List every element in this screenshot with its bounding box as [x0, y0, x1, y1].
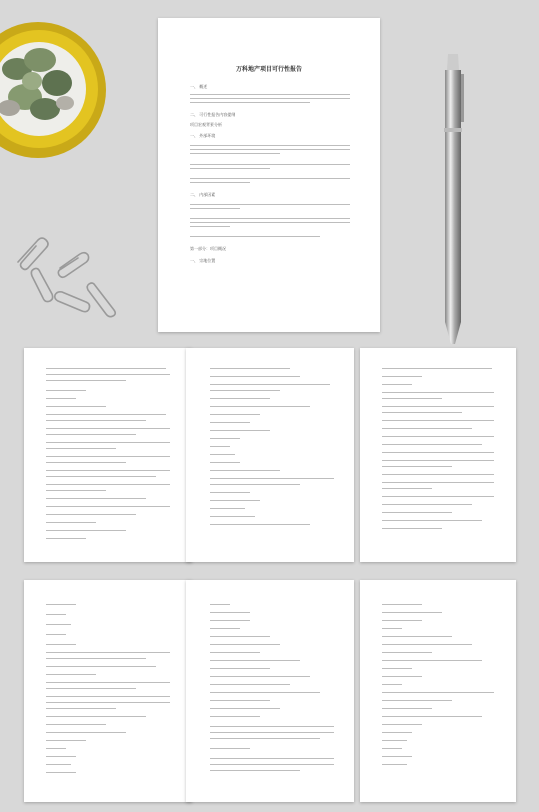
document-page-thumbnail — [186, 348, 354, 562]
document-page-thumbnail — [360, 580, 516, 802]
main-document-page — [158, 18, 380, 332]
document-page-thumbnail — [24, 580, 192, 802]
document-page-thumbnail — [24, 348, 192, 562]
document-title: 万科地产项目可行性报告 — [235, 66, 302, 73]
document-page-thumbnail — [186, 580, 354, 802]
subheading: 一、 宗地位置 — [190, 258, 216, 263]
section-heading: 二、 可行性报告内容提纲 — [190, 112, 236, 117]
subheading: 项目宏观背景分析 — [190, 122, 222, 127]
paperclips — [10, 232, 120, 322]
subheading: 二、 内部因素 — [190, 192, 216, 197]
succulent-plant — [0, 44, 84, 134]
subheading: 一、 外部环境 — [190, 133, 216, 138]
pen — [432, 50, 472, 350]
part-heading: 第一部分：项目概况 — [190, 246, 226, 251]
document-page-thumbnail — [360, 348, 516, 562]
section-heading: 一、 概述 — [190, 84, 208, 89]
